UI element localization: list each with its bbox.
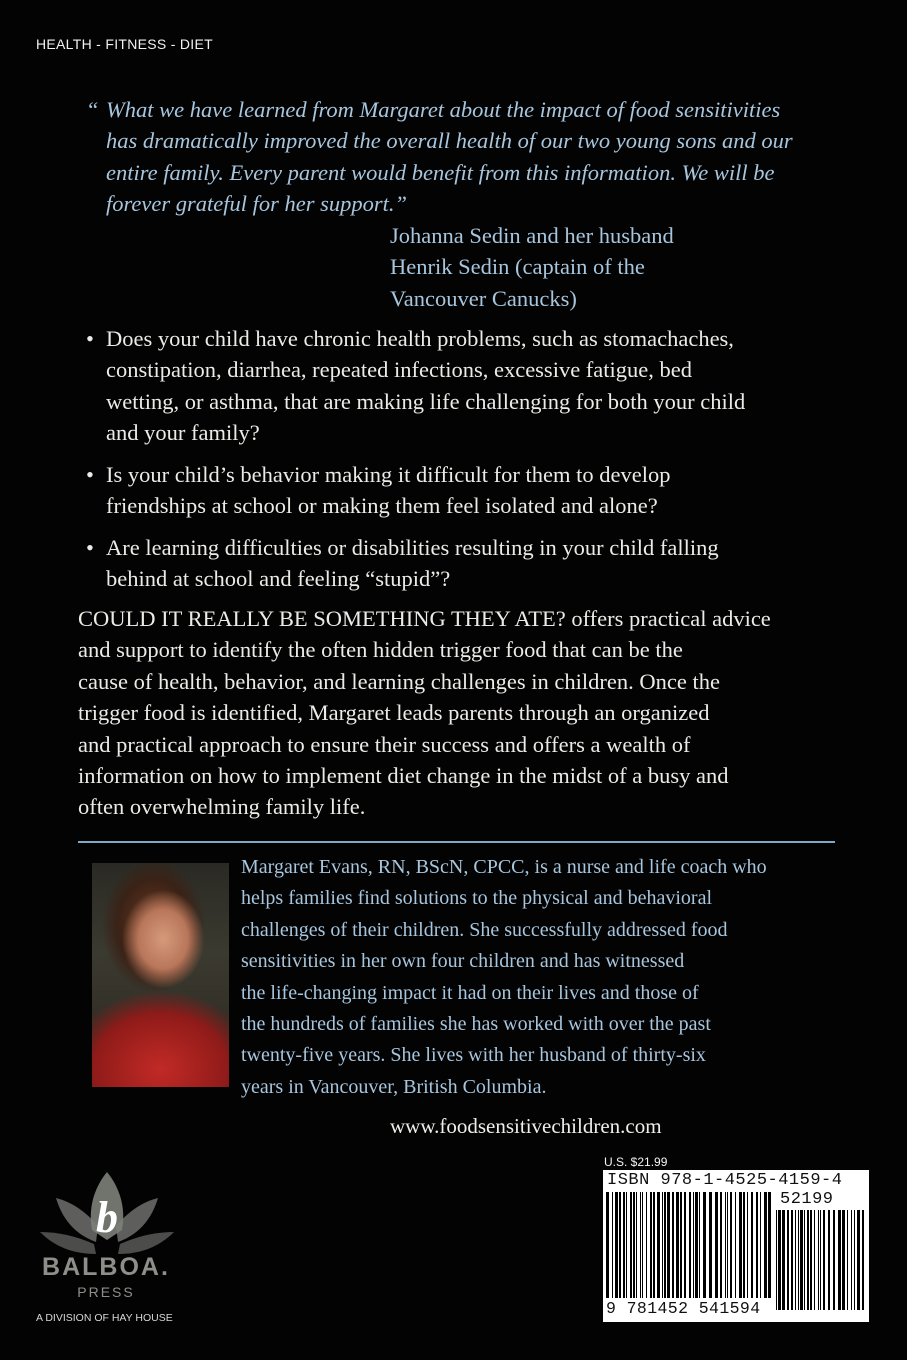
barcode-bar (807, 1210, 809, 1310)
bullet-list (86, 323, 856, 605)
publisher-name: BALBOA. (42, 1253, 170, 1281)
barcode-bar (693, 1192, 694, 1298)
bullet-item (86, 323, 856, 448)
testimonial-quote (86, 94, 846, 219)
attribution-line: Henrik Sedin (captain of the (390, 254, 645, 280)
barcode-bar (653, 1192, 655, 1298)
author-bio (241, 852, 851, 1103)
barcode-bar (810, 1210, 812, 1310)
barcode-bar (676, 1192, 679, 1298)
barcode-bar (684, 1192, 686, 1298)
author-photo (92, 863, 229, 1087)
description-line: COULD IT REALLY BE SOMETHING THEY ATE? offers practical advice (78, 606, 771, 631)
bullet-line: constipation, diarrhea, repeated infections, excessive fatigue, bed (106, 357, 693, 383)
attribution-line: Vancouver Canucks) (390, 285, 577, 311)
bio-line: Margaret Evans, RN, BScN, CPCC, is a nurse and life coach who (241, 856, 767, 878)
barcode-bar (623, 1192, 625, 1298)
publisher-division: A DIVISION OF HAY HOUSE (36, 1312, 173, 1324)
price-code: 52199 (780, 1190, 834, 1209)
barcode-bar (646, 1192, 647, 1298)
barcode-bar (838, 1210, 841, 1310)
barcode-bar (657, 1192, 660, 1298)
barcode-bar (842, 1210, 845, 1310)
website-link[interactable]: www.foodsensitivechildren.com (390, 1114, 662, 1138)
barcode-bar (662, 1192, 663, 1298)
barcode-bar (680, 1192, 682, 1298)
barcode-bar (633, 1192, 635, 1298)
publisher-imprint: PRESS (77, 1284, 135, 1300)
barcode-bar (847, 1210, 848, 1310)
barcode-bar (795, 1210, 796, 1310)
barcode-bar (735, 1192, 736, 1298)
barcode-bar (862, 1210, 864, 1310)
description-line: and support to identify the often hidden trigger food that can be the (78, 637, 683, 663)
balboa-press-lotus-icon (36, 1168, 186, 1328)
barcode-bar (720, 1192, 722, 1298)
bullet-symbol: • (86, 326, 94, 351)
barcode-bar (730, 1192, 732, 1298)
bio-line: sensitivities in her own four children and has witnessed (241, 950, 685, 973)
quote-line: entire family. Every parent would benefit from this information. We will be (106, 159, 775, 185)
quote-line (86, 94, 846, 125)
barcode-bar (820, 1210, 821, 1310)
attribution-line: Johanna Sedin and her husband (390, 223, 674, 248)
quote-line: has dramatically improved the overall health of our two young sons and our (106, 128, 793, 154)
bio-line: years in Vancouver, British Columbia. (241, 1075, 547, 1098)
barcode-bar (612, 1192, 613, 1298)
barcode-bar (672, 1192, 674, 1298)
bullet-line: Is your child’s behavior making it difficult for them to develop (106, 461, 671, 487)
description-line: cause of health, behavior, and learning challenges in children. Once the (78, 668, 720, 694)
barcode-bar (689, 1192, 691, 1298)
quote-line-text: What we have learned from Margaret about the impact of food sensitivities (106, 97, 781, 122)
barcode-bar (636, 1192, 637, 1298)
description-line: information on how to implement diet change in the midst of a busy and (78, 763, 729, 789)
barcode-bar (615, 1192, 618, 1298)
barcode-bar (751, 1192, 753, 1298)
bullet-line: Does your child have chronic health problems, such as stomachaches, (106, 326, 734, 351)
barcode-bar (764, 1192, 767, 1298)
description-line: trigger food is identified, Margaret leads parents through an organized (78, 700, 710, 726)
bullet-item (86, 459, 856, 522)
barcode-bar (818, 1210, 819, 1310)
bullet-line: wetting, or asthma, that are making life challenging for both your child (106, 388, 746, 414)
barcode-bar (715, 1192, 718, 1298)
book-description (78, 603, 868, 823)
barcode-bar (727, 1192, 728, 1298)
barcode-bar (664, 1192, 666, 1298)
barcode-bar (743, 1192, 745, 1298)
bio-line: the life-changing impact it had on their lives and those of (241, 981, 699, 1004)
barcode-bar (642, 1192, 643, 1298)
barcode-bar (851, 1210, 852, 1310)
barcode-bar (640, 1192, 641, 1298)
barcode-bar (760, 1192, 761, 1298)
bio-line: helps families find solutions to the physical and behavioral (241, 887, 713, 910)
barcode-bar (814, 1210, 815, 1310)
bio-line: the hundreds of families she has worked with over the past (241, 1013, 711, 1036)
section-divider (78, 841, 835, 843)
barcode-bar (650, 1192, 652, 1298)
barcode-bar (699, 1192, 700, 1298)
bullet-line: Are learning difficulties or disabilities resulting in your child falling (106, 534, 719, 560)
bullet-symbol: • (86, 534, 94, 560)
barcode-bar (828, 1210, 830, 1310)
description-line: and practical approach to ensure their success and offers a wealth of (78, 731, 691, 757)
barcode-bar (606, 1192, 609, 1298)
isbn-text: ISBN 978-1-4525-4159-4 (607, 1171, 843, 1190)
barcode-digits: 9 781452 541594 (606, 1299, 761, 1318)
bullet-line: behind at school and feeling “stupid”? (106, 566, 451, 592)
bullet-symbol: • (86, 461, 94, 487)
category-label: HEALTH - FITNESS - DIET (36, 36, 213, 52)
barcode-bar (630, 1192, 632, 1298)
description-line: often overwhelming family life. (78, 794, 366, 820)
barcode-bar (778, 1210, 781, 1310)
quote-open-mark: “ (86, 97, 99, 122)
barcode-bar (703, 1192, 706, 1298)
barcode-bar (709, 1192, 712, 1298)
barcode-bar (787, 1210, 789, 1310)
quote-attribution (390, 220, 674, 314)
barcode-bar (854, 1210, 855, 1310)
bullet-item (86, 532, 856, 595)
barcode-bar (695, 1192, 698, 1298)
ean-barcode-bars (606, 1192, 772, 1298)
bio-line: challenges of their children. She successfully addressed food (241, 918, 728, 941)
barcode-bar (798, 1210, 799, 1310)
barcode-bar (725, 1192, 726, 1298)
retail-price: U.S. $21.99 (604, 1155, 668, 1169)
barcode-bar (823, 1210, 825, 1310)
barcode-bar (768, 1192, 771, 1298)
barcode-bar (756, 1192, 758, 1298)
barcode-bar (619, 1192, 621, 1298)
barcode-bar (791, 1210, 793, 1310)
barcode-bar (857, 1210, 860, 1310)
bullet-line: friendships at school or making them feel isolated and alone? (106, 492, 658, 518)
addon-barcode-bars (776, 1210, 864, 1310)
barcode-bar (804, 1210, 805, 1310)
barcode-bar (800, 1210, 803, 1310)
quote-line: forever grateful for her support.” (106, 190, 408, 216)
logo-letter: b (96, 1193, 118, 1242)
barcode-bar (739, 1192, 742, 1298)
barcode-bar (782, 1210, 785, 1310)
barcode-bar (833, 1210, 835, 1310)
barcode-bar (626, 1192, 627, 1298)
bio-line: twenty-five years. She lives with her husband of thirty-six (241, 1044, 706, 1067)
bullet-line: and your family? (106, 419, 260, 445)
barcode-bar (776, 1210, 777, 1310)
barcode-bar (747, 1192, 748, 1298)
barcode-bar (667, 1192, 670, 1298)
